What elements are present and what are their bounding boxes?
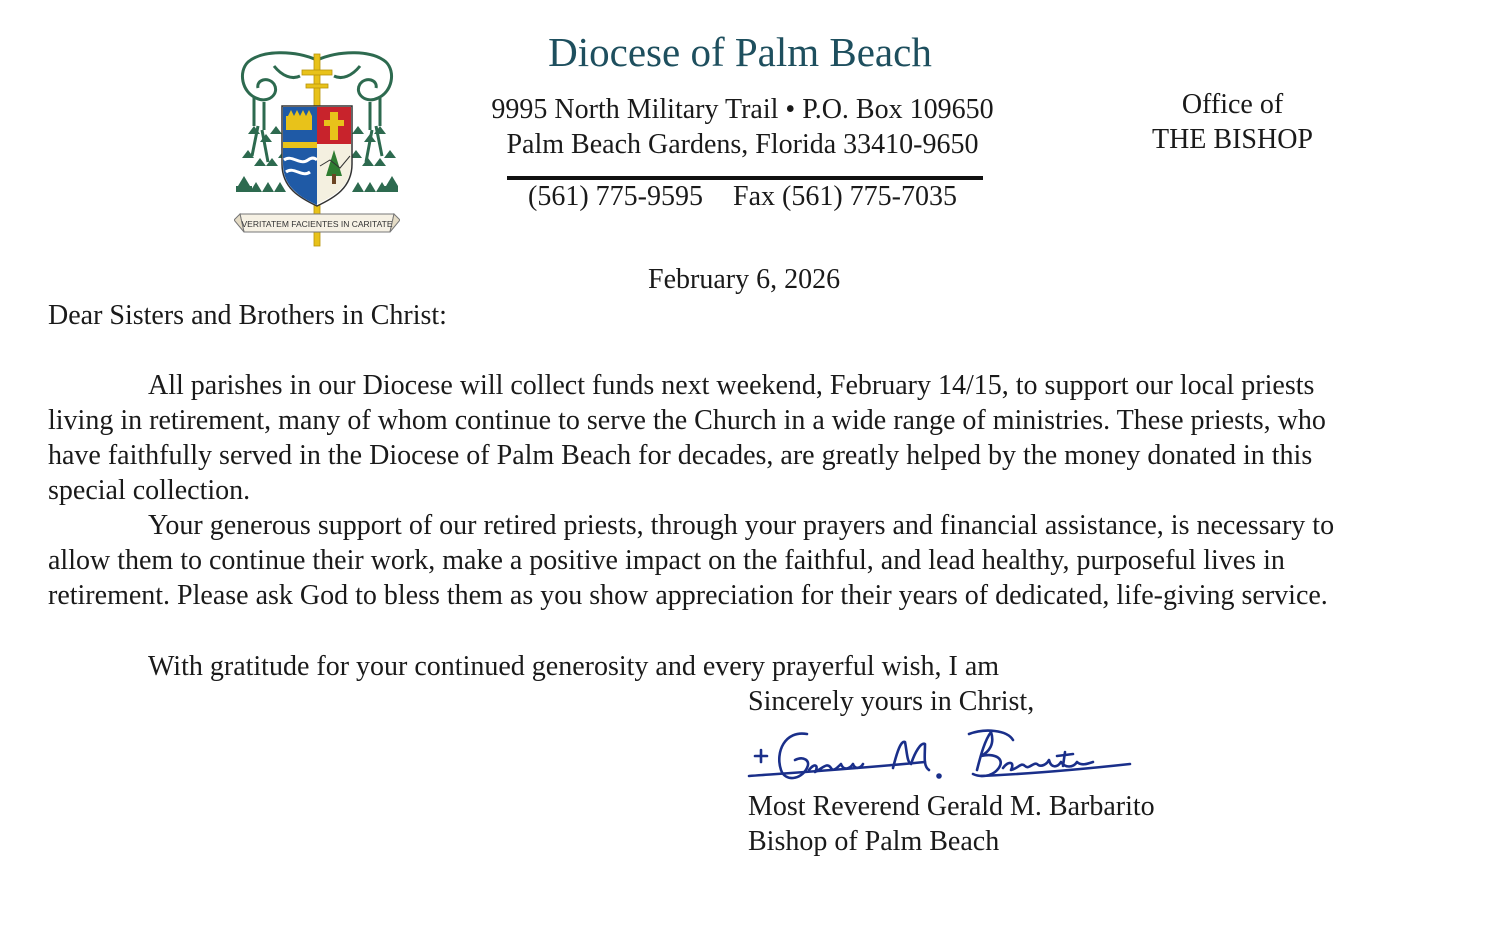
paragraph-2-line: Your generous support of our retired priests, through your prayers and financial assistance, is necessary to [148,510,1335,541]
address-line-2: Palm Beach Gardens, Florida 33410-9650 [506,129,979,160]
paragraph-1-line: special collection. [48,475,251,506]
signer-title: Bishop of Palm Beach [748,826,1000,857]
paragraph-2-line: allow them to continue their work, make a positive impact on the faithful, and lead healthy, purposeful lives in [48,545,1285,576]
paragraph-1-line: living in retirement, many of whom continue to serve the Church in a wide range of ministries. These priests, who [48,405,1326,436]
coat-of-arms-logo [234,46,400,248]
fax-number: Fax (561) 775-7035 [733,181,957,212]
closing-line: With gratitude for your continued generosity and every prayerful wish, I am [148,651,1000,682]
header-divider [507,176,983,180]
office-label-line-1: Office of [1181,89,1284,120]
signature [745,722,1140,794]
address-line-1: 9995 North Military Trail • P.O. Box 109650 [491,94,994,125]
paragraph-2-line: retirement. Please ask God to bless them as you show appreciation for their years of dedicated, life-giving service. [48,580,1328,611]
svg-text:VERITATEM FACIENTES IN CARITAT: VERITATEM FACIENTES IN CARITATE [241,219,393,229]
paragraph-1-line: have faithfully served in the Diocese of Palm Beach for decades, are greatly helped by the money donated in this [48,440,1313,471]
letter-date: February 6, 2026 [648,264,841,295]
contact-numbers [440,181,1045,213]
signer-name: Most Reverend Gerald M. Barbarito [748,791,1155,822]
phone-number: (561) 775-9595 [528,181,703,212]
complimentary-close: Sincerely yours in Christ, [748,686,1035,717]
salutation: Dear Sisters and Brothers in Christ: [48,300,447,331]
paragraph-1-line: All parishes in our Diocese will collect funds next weekend, February 14/15, to support our local priests [148,370,1315,401]
office-label-line-2: THE BISHOP [1151,124,1313,155]
organization-title: Diocese of Palm Beach [548,29,932,75]
